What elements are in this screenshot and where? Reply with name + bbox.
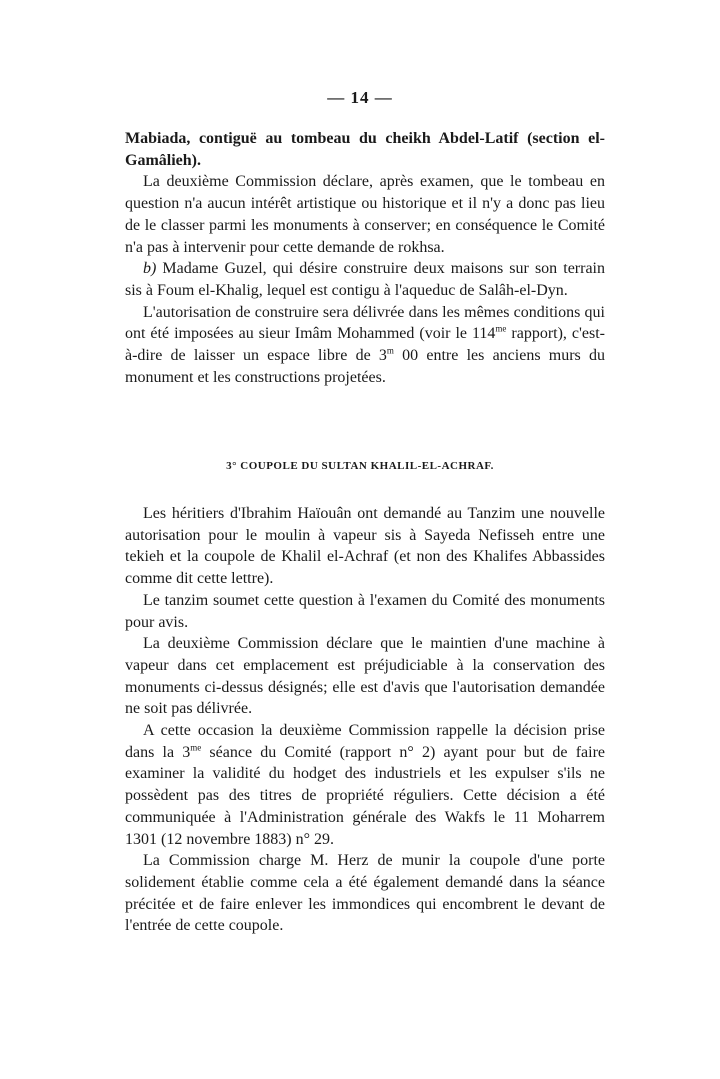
paragraph-text: L'autorisation de construire sera délivrée dans les mêmes conditions qui ont été imposées au sieur Imâm Mohammed (voir le 114 (125, 303, 605, 343)
paragraph: La deuxième Commission déclare que le maintien d'une machine à vapeur dans cet emplacement est préjudiciable à la conservation des monuments ci-dessus désignés; elle est d'avis que l'autorisation demandée ne soit pas délivrée. (125, 635, 605, 718)
paragraph: Mabiada, contiguë au tombeau du cheikh Abdel-Latif (section el-Gamâlieh). (125, 130, 605, 169)
paragraph (125, 302, 605, 389)
paragraph-text: rapport), c'est-à-dire de laisser un espace libre de 3 (125, 325, 605, 365)
superscript: me (190, 742, 202, 753)
superscript: m (386, 345, 394, 356)
page-number: — 14 — (327, 88, 393, 107)
paragraph: Le tanzim soumet cette question à l'examen du Comité des monuments pour avis. (125, 591, 605, 631)
paragraph: La Commission charge M. Herz de munir la coupole d'une porte solidement établie comme cela a été également demandé dans la séance précitée et de faire enlever les immondices qui encombrent le devant de l'entrée de cette coupole. (125, 852, 605, 935)
paragraph (125, 258, 605, 301)
paragraph-text: 00 entre les anciens murs du monument et les constructions projetées. (125, 347, 605, 386)
text-block-after-heading (125, 503, 605, 937)
list-label: b) (143, 260, 157, 278)
paragraph-text: A cette occasion la deuxième Commission rappelle la décision prise dans la 3 (125, 722, 605, 761)
paragraph (125, 720, 605, 850)
section-heading: 3° COUPOLE DU SULTAN KHALIL-EL-ACHRAF. (226, 460, 494, 472)
paragraph: Les héritiers d'Ibrahim Haïouân ont demandé au Tanzim une nouvelle autorisation pour le moulin à vapeur sis à Sayeda Nefisseh entre une tekieh et la coupole de Khalil el-Achraf (et non des Khalifes Abbassides comme dit cette lettre). (125, 505, 605, 588)
superscript: me (495, 324, 507, 334)
text-block-before-heading (125, 128, 605, 388)
paragraph-text: séance du Comité (rapport n° 2) ayant pour but de faire examiner la validité du hodget des industriels et les expulser s'ils ne possèdent pas des titres de propriété réguliers. Cette décision a été communiquée à l'Administration générale des Wakfs le 11 Moharrem 1301 (12 novembre 1883) n° 29. (125, 743, 606, 848)
paragraph-text: Madame Guzel, qui désire construire deux maisons sur son terrain sis à Foum el-Khalig, lequel est contigu à l'aqueduc de Salâh-el-Dyn. (125, 260, 605, 299)
paragraph: La deuxième Commission déclare, après examen, que le tombeau en question n'a aucun intérêt artistique ou historique et il n'y a donc pas lieu de le classer parmi les monuments à conserver; en conséquence le Comité n'a pas à intervenir pour cette demande de rokhsa. (125, 173, 605, 256)
